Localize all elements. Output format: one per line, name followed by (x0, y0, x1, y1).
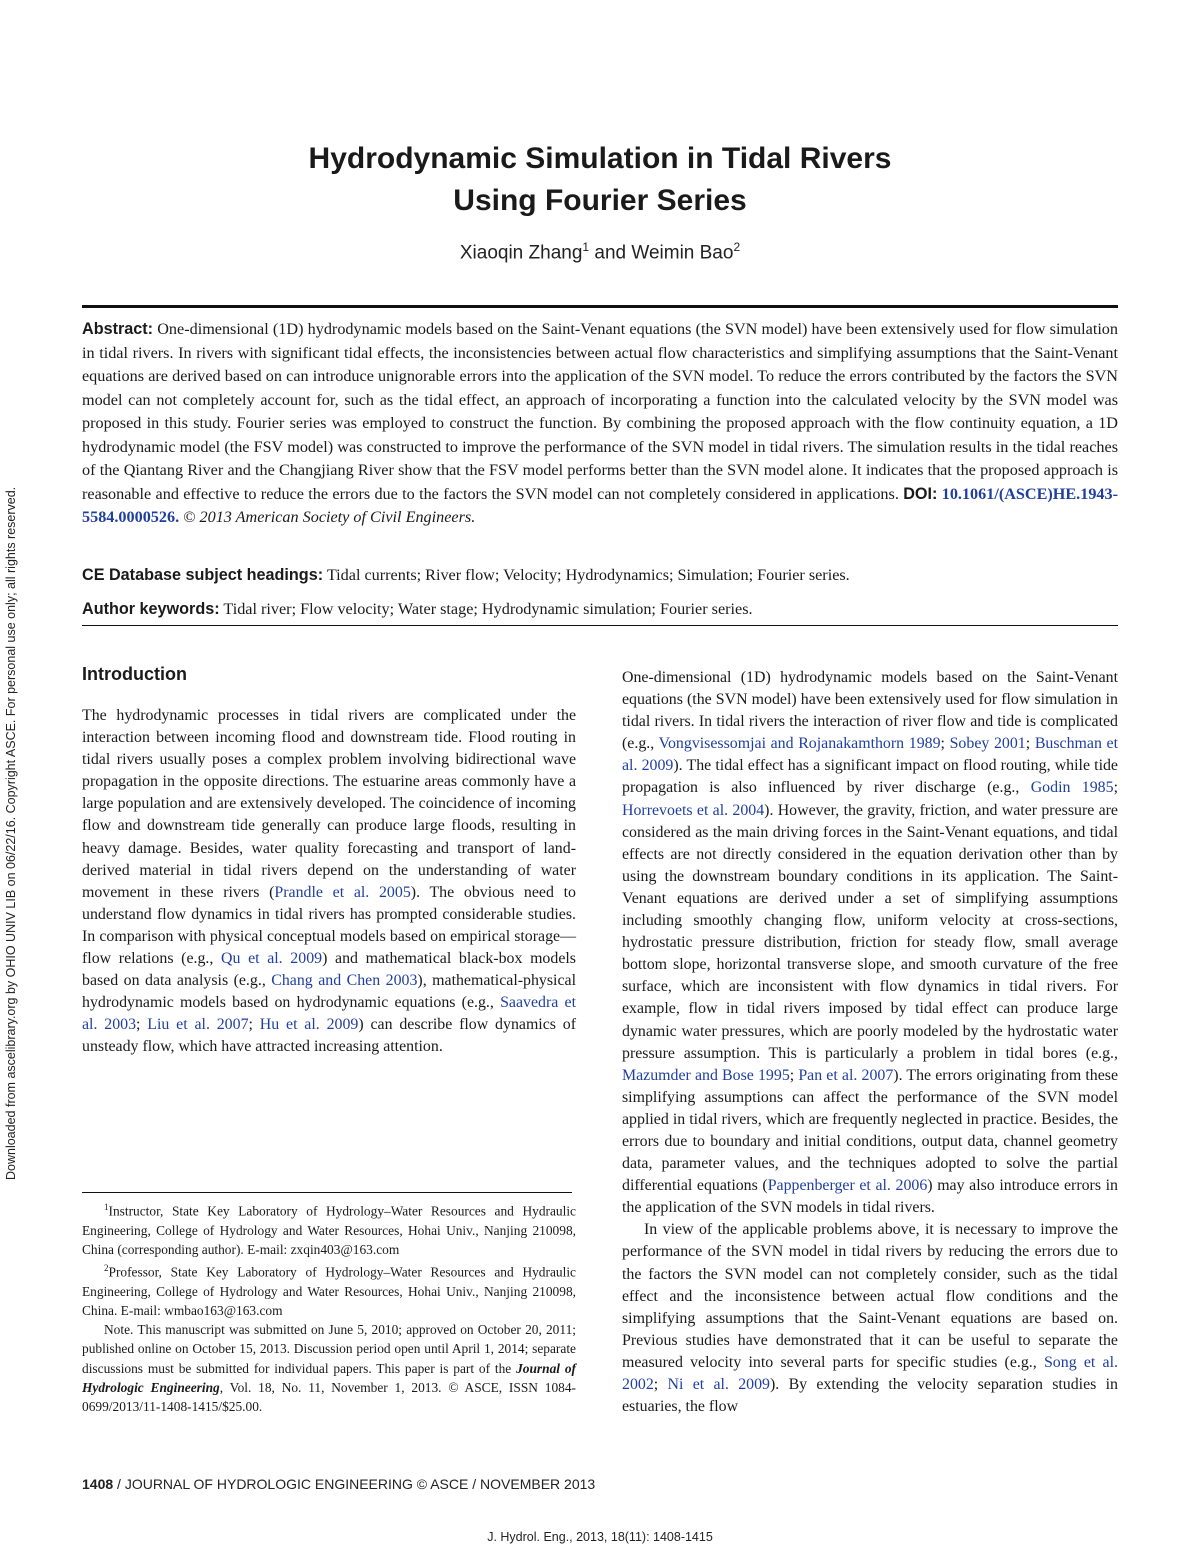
footnotes (82, 1198, 576, 1416)
text: ). However, the gravity, friction, and water pressure are considered as the main driving forces in the Saint-Venant equations, and tidal effects are not directly considered in the equation derivation other than by using the downstream boundary conditions in its application. The Saint-Venant equations are derived under a set of simplifying assumptions including smoothly changing flow, uniform velocity at cross-sections, hydrostatic pressure distribution, friction for steady flow, small average bottom slope, horizontal transverse slope, and smooth curvature of the free surface, which are inconsistent with flow dynamics in tidal rivers. For example, flow in tidal rivers imposed by tidal effect can produce large dynamic water pressures, which are poorly modeled by the hydrostatic water pressure assumption. This is particularly a problem in tidal bores (e.g., (622, 801, 1118, 1062)
text: ). By extending the velocity separation studies in estuaries, the flow (622, 1376, 1118, 1416)
title-block (80, 138, 1120, 264)
citation-link[interactable]: Qu et al. 2009 (221, 950, 323, 968)
text: ). The errors originating from these simplifying assumptions can affect the performance of the SVN model applied in tidal rivers, which are frequently neglected in practice. Besides, the errors due to boundary and initial conditions, output data, channel geometry data, parameter values, and the techniques adopted to solve the partial differential equations ( (622, 1066, 1118, 1195)
text: ; (1025, 735, 1035, 753)
text: Instructor, State Key Laboratory of Hydrology–Water Resources and Hydraulic Engineering, College of Hydrology and Water Resources, Hohai Univ., Nanjing 210098, China (corresponding author). E-mail: zxqin403@163.com (82, 1203, 576, 1257)
paper-title-line-2: Using Fourier Series (453, 184, 747, 217)
text: Professor, State Key Laboratory of Hydrology–Water Resources and Hydraulic Engineering, College of Hydrology and Water Resources, Hohai Univ., Nanjing 210098, China. E-mail: wmbao163@163.com (82, 1264, 576, 1318)
citation-link[interactable]: Buschman et al. 2009 (622, 735, 1119, 775)
text: ), mathematical-physical hydrodynamic models based on hydrodynamic equations (e.g., (82, 972, 576, 1012)
text: In view of the applicable problems above, it is necessary to improve the performance of the SVN model in tidal rivers by reducing the errors due to the factors the SVN model can not completely consider, such as the tidal effect and the inconsistence between actual flow conditions and the simplifying assumptions that the Saint-Venant equations are based on. Previous studies have demonstrated that it can be useful to separate the measured velocity into several parts for specific studies (e.g., (622, 1221, 1118, 1371)
text: ) can describe flow dynamics of unsteady flow, which have attracted increasing attention. (82, 1016, 577, 1056)
author-name: Weimin Bao (631, 242, 734, 264)
citation-link[interactable]: Godin 1985 (1030, 779, 1114, 797)
author-affiliation-mark: 1 (582, 240, 590, 254)
paragraph (622, 1219, 1118, 1418)
text: ) may also introduce errors in the application of the SVN models in tidal rivers. (622, 1177, 1118, 1217)
text: The hydrodynamic processes in tidal rivers are complicated under the interaction between incoming flood and downstream tide. Flood routing in tidal rivers usually poses a complex problem involving bidirectional wave propagation in the opposite directions. The estuarine areas commonly have a large population and are extensively developed. The coincidence of incoming flow and downstream tide generally can produce large floods, resulting in heavy damage. Besides, water quality forecasting and transport of land-derived material in tidal rivers depend on the understanding of water movement in these rivers ( (82, 707, 576, 901)
running-footer (82, 1476, 882, 1492)
citation-link[interactable]: Horrevoets et al. 2004 (622, 801, 765, 819)
text: ; (940, 735, 950, 753)
abstract (82, 318, 1118, 530)
author-keywords-label: Author keywords: (82, 600, 220, 618)
citation-link[interactable]: Prandle et al. 2005 (274, 883, 411, 901)
paragraph (622, 667, 1118, 1219)
author-conjunction: and (589, 242, 632, 264)
right-column (622, 667, 1118, 1418)
paper-title-line-1: Hydrodynamic Simulation in Tidal Rivers (308, 142, 892, 175)
citation-link[interactable]: Song et al. 2002 (622, 1353, 1118, 1393)
text: , Vol. 18, No. 11, November 1, 2013. © ASCE, ISSN 1084-0699/2013/11-1408-1415/$25.00. (82, 1379, 576, 1414)
author-affiliation-mark: 2 (733, 240, 741, 254)
journal-name: Journal of Hydrologic Engineering (82, 1360, 576, 1395)
text: ; (789, 1066, 799, 1084)
abstract-label: Abstract: (82, 320, 154, 338)
footnote-mark: 2 (104, 1263, 109, 1274)
citation-link[interactable]: Saavedra et al. 2003 (82, 994, 576, 1034)
doi-label: DOI: (903, 484, 938, 503)
text: ; (1113, 779, 1118, 797)
citation-link[interactable]: Vongvisessomjai and Rojanakamthorn 1989 (658, 735, 941, 753)
subject-headings (82, 566, 1118, 585)
citation-link[interactable]: Chang and Chen 2003 (271, 972, 418, 990)
citation-link[interactable]: Mazumder and Bose 1995 (622, 1066, 790, 1084)
footnote-1 (82, 1198, 576, 1259)
citation-link[interactable]: Pan et al. 2007 (798, 1066, 894, 1084)
text: ). The obvious need to understand flow dynamics in tidal rivers has prompted considerable studies. In comparison with physical conceptual models based on empirical storage—flow relations (e.g., (82, 883, 576, 968)
citation-link[interactable]: Liu et al. 2007 (147, 1016, 249, 1034)
text: ; (136, 1016, 148, 1034)
journal-footer-text: / JOURNAL OF HYDROLOGIC ENGINEERING © ASCE / NOVEMBER 2013 (113, 1476, 596, 1492)
citation-link[interactable]: Hu et al. 2009 (259, 1016, 359, 1034)
text: Note. This manuscript was submitted on June 5, 2010; approved on October 20, 2011; published online on October 15, 2013. Discussion period open until April 1, 2014; separate discussions must be submitted for individual papers. This paper is part of the (82, 1322, 576, 1376)
citation-link[interactable]: Sobey 2001 (949, 735, 1026, 753)
text: ; (653, 1376, 668, 1393)
left-column (82, 664, 576, 1059)
citation-link[interactable]: Pappenberger et al. 2006 (767, 1177, 928, 1195)
manuscript-note (82, 1320, 576, 1416)
footnote-mark: 1 (104, 1202, 109, 1212)
subject-headings-label: CE Database subject headings: (82, 566, 324, 584)
text: ). The tidal effect has a significant impact on flood routing, while tide propagation is also influenced by river discharge (e.g., (622, 757, 1118, 797)
page-number: 1408 (82, 1476, 114, 1492)
subject-headings-text: Tidal currents; River flow; Velocity; Hydrodynamics; Simulation; Fourier series. (323, 566, 850, 584)
author-keywords-text: Tidal river; Flow velocity; Water stage; Hydrodynamic simulation; Fourier series. (219, 600, 753, 618)
text: ; (248, 1016, 260, 1034)
footnote-rule (82, 1192, 572, 1193)
text: ) and mathematical black-box models based on data analysis (e.g., (82, 950, 576, 990)
download-watermark: Downloaded from ascelibrary.org by OHIO UNIV LIB on 06/22/16. Copyright ASCE. For personal use only; all rights reserved. (4, 486, 18, 1180)
abstract-bottom-rule (82, 625, 1118, 626)
text: One-dimensional (1D) hydrodynamic models based on the Saint-Venant equations (the SVN model) have been extensively used for flow simulation in tidal rivers. In tidal rivers the interaction of river flow and tide is complicated (e.g., (622, 669, 1118, 753)
abstract-text: One-dimensional (1D) hydrodynamic models based on the Saint-Venant equations (the SVN model) have been extensively used for flow simulation in tidal rivers. In rivers with significant tidal effects, the inconsistencies between actual flow characteristics and simplifying assumptions that the Saint-Venant equations are derived based on can introduce unignorable errors into the application of the SVN model. To reduce the errors contributed by the factors the SVN model can not completely account for, such as the tidal effect, an approach of incorporating a function into the calculated velocity by the SVN model was proposed in this study. Fourier series was employed to construct the function. By combining the proposed approach with the flow continuity equation, a 1D hydrodynamic model (the FSV model) was constructed to improve the performance of the SVN model in tidal rivers. The simulation results in the tidal reaches of the Qiantang River and the Changjiang River show that the FSV model performs better than the SVN model alone. It indicates that the proposed approach is reasonable and effective to reduce the errors due to the factors the SVN model can not completely considered in applications. (82, 320, 1118, 503)
abstract-top-rule (82, 305, 1118, 308)
section-heading-introduction: Introduction (82, 664, 187, 684)
paragraph (82, 705, 576, 1059)
footnote-2 (82, 1259, 576, 1320)
citation-link[interactable]: Ni et al. 2009 (667, 1376, 770, 1393)
doi-link[interactable]: 10.1061/(ASCE)HE.1943-5584.0000526. (82, 484, 1118, 526)
citation-line: J. Hydrol. Eng., 2013, 18(11): 1408-1415 (487, 1530, 713, 1544)
copyright-notice: © 2013 American Society of Civil Engineers. (179, 508, 476, 526)
author-line (80, 240, 1120, 264)
author-name: Xiaoqin Zhang (459, 242, 583, 264)
author-keywords (82, 600, 1118, 619)
